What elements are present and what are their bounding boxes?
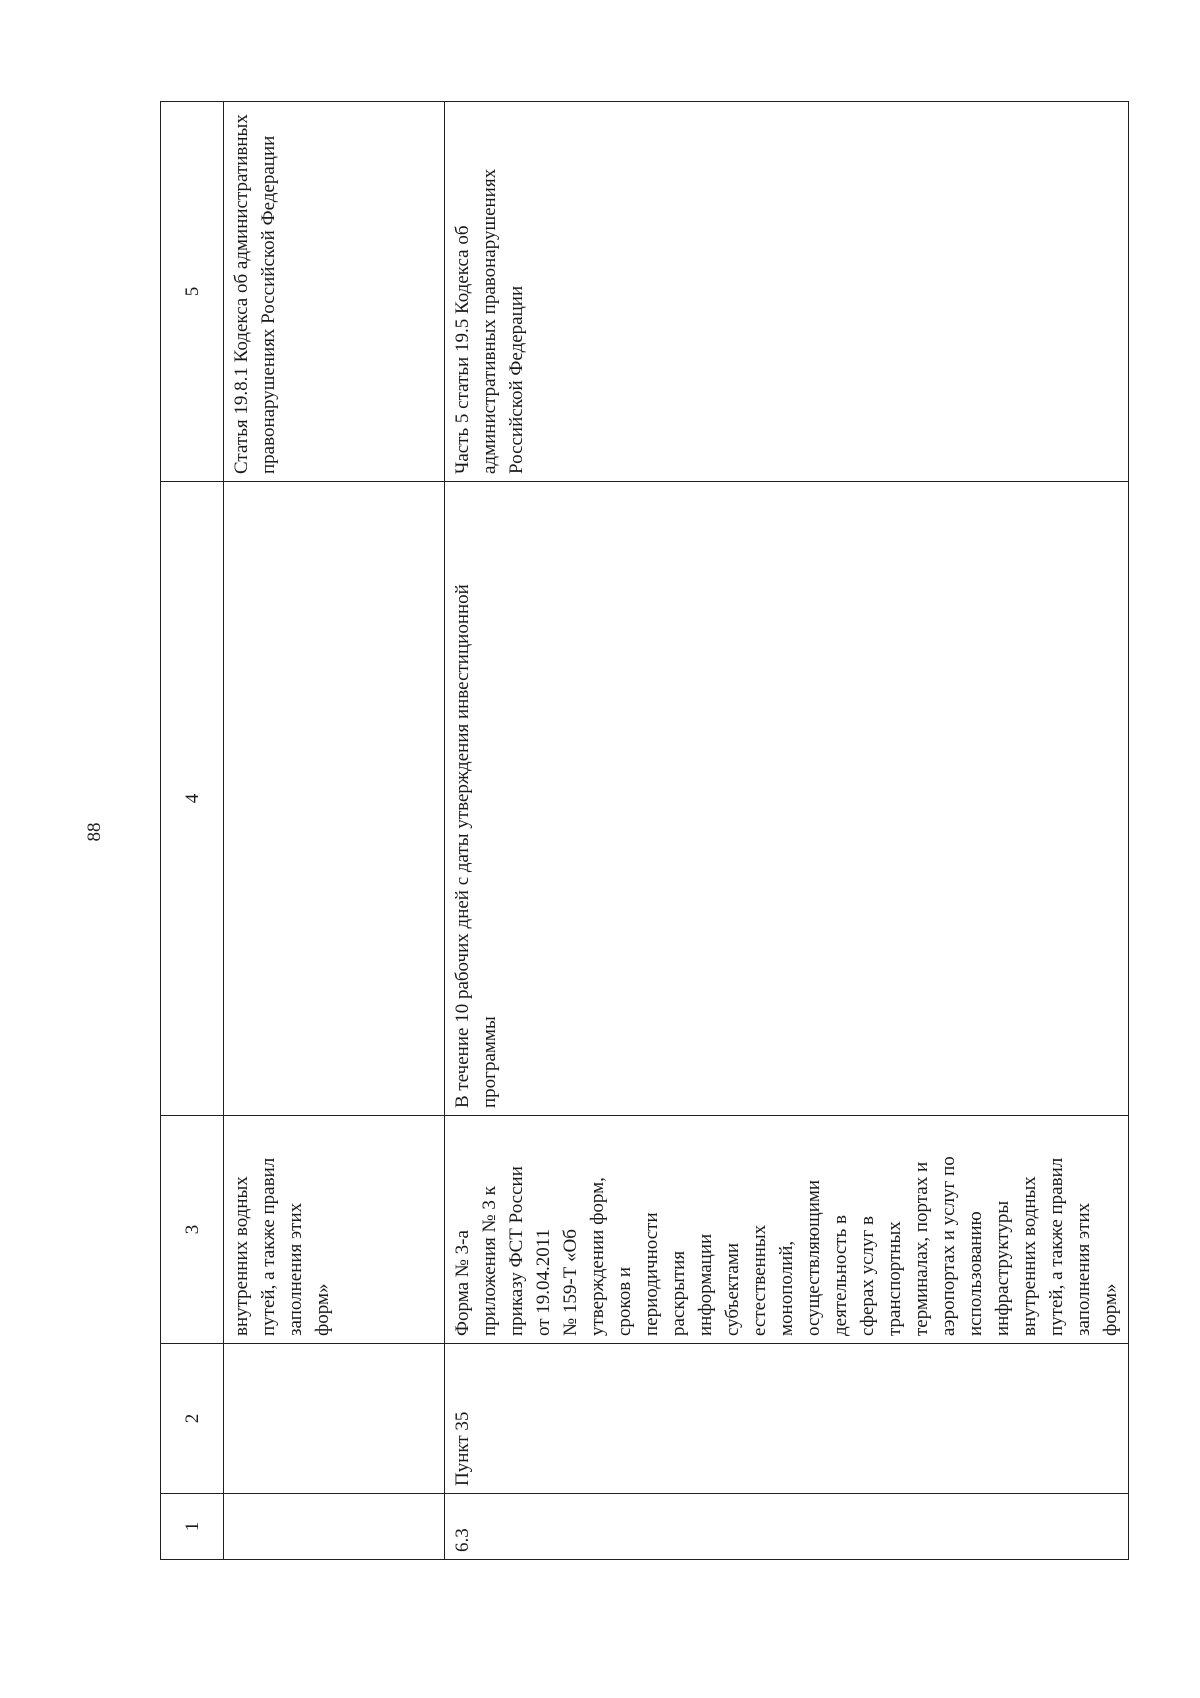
cell-number xyxy=(224,1494,445,1560)
cell-liability: Часть 5 статьи 19.5 Кодекса об административных правонарушениях Российской Федерации xyxy=(445,102,1129,482)
cell-clause: Пункт 35 xyxy=(445,1344,1129,1494)
cell-clause xyxy=(224,1344,445,1494)
header-row xyxy=(161,102,224,1560)
column-header-2: 2 xyxy=(161,1344,224,1494)
column-header-1: 1 xyxy=(161,1494,224,1560)
page-number: 88 xyxy=(84,822,105,842)
column-header-5: 5 xyxy=(161,102,224,482)
table-frame xyxy=(160,102,1121,1560)
table-row xyxy=(445,102,1129,1560)
cell-form: Форма № 3-а приложения № 3 к приказу ФСТ России от 19.04.2011 № 159-Т «Об утверждении форм, сроков и периодичности раскрытия информации субъектами естественных монополий, осуществляющими деятельность в сферах услуг в транспортных терминалах, портах и аэропортах и услуг по использованию инфраструктуры внутренних водных путей, а также правил заполнения этих форм» xyxy=(445,1116,1129,1344)
cell-number: 6.3 xyxy=(445,1494,1129,1560)
table-row xyxy=(224,102,445,1560)
cell-deadline: В течение 10 рабочих дней с даты утверждения инвестиционной программы xyxy=(445,482,1129,1116)
column-header-4: 4 xyxy=(161,482,224,1116)
rotated-table-wrapper xyxy=(160,102,1121,1560)
document-table xyxy=(160,101,1129,1560)
cell-deadline xyxy=(224,482,445,1116)
column-header-3: 3 xyxy=(161,1116,224,1344)
cell-form: внутренних водных путей, а также правил заполнения этих форм» xyxy=(224,1116,445,1344)
cell-liability: Статья 19.8.1 Кодекса об административных правонарушениях Российской Федерации xyxy=(224,102,445,482)
